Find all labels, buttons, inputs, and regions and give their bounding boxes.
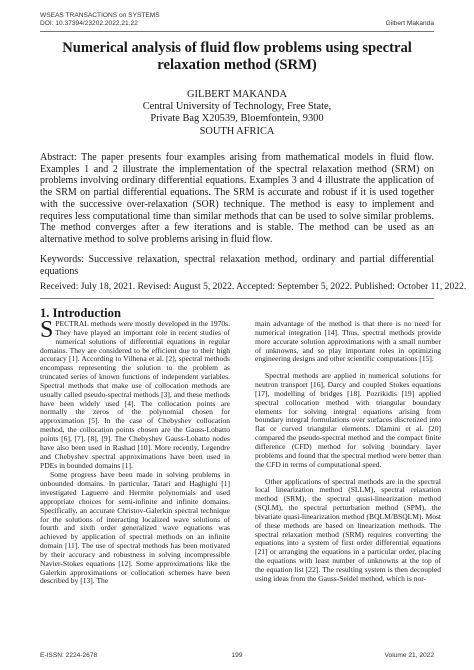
received-dates: Received: July 18, 2021. Revised: August 5, 2022. Accepted: September 5, 2022. Published: October 11, 2022.: [40, 281, 467, 292]
page-footer: [40, 652, 434, 660]
right-column: [255, 320, 441, 584]
volume: Volume 21, 2022: [384, 652, 434, 659]
author-name: GILBERT MAKANDA: [187, 89, 287, 100]
issn: E-ISSN: 2224-2678: [40, 652, 98, 659]
author-block: [40, 89, 434, 138]
intro-paragraph-1: [40, 317, 230, 470]
intro-paragraph-5: Other applications of spectral methods are in the spectral local linearization method (SLLM), spectral relaxation method (SRM), the spectral quasi-linearization method (SQLM), the spectral perturbation method (SPM), the bivariate quasi-linearization method (BQLM/BSQLM). Most of these methods are based on linearization methods. The spectral relaxation method (SRM) requires converting the equations into a system of first order differential equations [21] or arranging the equations in a particular order, placing the equations with least number of unknowns at the top of the equation list [22]. The resulting system is then decoupled using ideas from the Gauss-Seidel method, which is nor-: [255, 476, 441, 583]
header-rule: [40, 31, 434, 32]
page-number: 199: [231, 652, 243, 659]
affiliation-line-2: Private Bag X20539, Bloemfontein, 9300: [150, 113, 324, 125]
drop-cap: S: [40, 317, 54, 343]
left-column: [40, 317, 230, 586]
intro-paragraph-3: main advantage of the method is that there is no need for numerical integration [14]. Thus, spectral methods provide more accurate solution approximations with a small number of unknowns, and so play important roles in optimizing engineering designs and other scientific computations [15].: [255, 319, 441, 364]
intro-paragraph-1-text: PECTRAL methods were mostly developed in the 1970s. They have played an important role in recent studies of numerical solutions of differential equations in regular domains. They are considered to be efficient due to their high accuracy [1]. According to Vilhena et al. [2], spectral methods encompass representing the solution to the problem as truncated series of known functions of independent variables. Spectral methods that make use of collocation methods are usually called pseudo-spectral methods [3], and these methods have been widely used [4]. The collocation points are normally the zeros of the polynomial chosen for approximation [5]. In the case of Chebyshev collocation method, the collocation points chosen are the Gauss-Lobatto points [6], [7], [8], [9]. The Chebyshev Gauss-Lobatto nodes have also been used in Rashad [10]. More recently, Legendre and Chebyshev spectral approximations have been used in PDEs in bounded domains [1].: [40, 319, 230, 470]
affiliation-line-1: Central University of Technology, Free State,: [142, 101, 332, 113]
section-heading: 1. Introduction: [40, 306, 121, 320]
keywords: Keywords: Successive relaxation, spectral relaxation method, ordinary and partial differential equations: [40, 254, 434, 277]
intro-paragraph-2: Some progress have been made in solving problems in unbounded domains. In particular, Tatari and Haghighi [1] investigated Laguerre and Hermite polynomials and used appropriate choices for semi-infinite and infinite domains. Specifically, an accurate Christov-Galerkin spectral technique for the solutions of interacting localized wave solutions of fourth and sixth order generalized wave equations was achieved by application of spectral methods on an infinite domain [11]. The use of spectral methods has been motivated by their accuracy and robustness in solving incompressible Navier-Stokes equations [12]. Some approximations like the Galerkin approximations or collocation schemes have been described by [13]. The: [40, 470, 230, 586]
section-rule: [40, 298, 434, 299]
affiliation-country: SOUTH AFRICA: [199, 125, 275, 137]
running-header: [40, 12, 434, 28]
intro-paragraph-4: Spectral methods are applied in numerical solutions for neutron transport [16], Darcy and coupled Stokes equations [17], modelling of bridges [18]. Pozrikidis [19] applied spectral collocation method with triangular boundary elements for solving integral equations arising from boundary integral formulations over surfaces discretized into flat or curved triangular elements. Dlamini et al. [20] compared the pseudo-spectral method and the compact finite difference (CFD) method for solving boundary layer problems and found that the spectral method were better than the CFD in terms of computational speed.: [255, 371, 441, 469]
abstract: Abstract: The paper presents four examples arising from mathematical models in fluid flow. Examples 1 and 2 illustrate the implementation of the spectral relaxation method (SRM) on problems involving ordinary differential equations. Examples 3 and 4 illustrate the application of the SRM on partial differential equations. The SRM is accurate and robust if it is used together with the successive over-relaxation (SOR) technique. The method is easy to implement and requires less computational time than similar methods that can be used to solve similar problems. The method converges after a few iterations and is stable. The method can be used as an alternative method to solve problems arising in fluid flow.: [40, 152, 434, 245]
paper-title: Numerical analysis of fluid flow problems using spectral relaxation method (SRM): [62, 40, 412, 73]
journal-name: WSEAS TRANSACTIONS on SYSTEMS: [40, 12, 160, 19]
doi: DOI: 10.37394/23202.2022.21.22: [40, 20, 138, 27]
header-author: Gilbert Makanda: [385, 20, 434, 27]
